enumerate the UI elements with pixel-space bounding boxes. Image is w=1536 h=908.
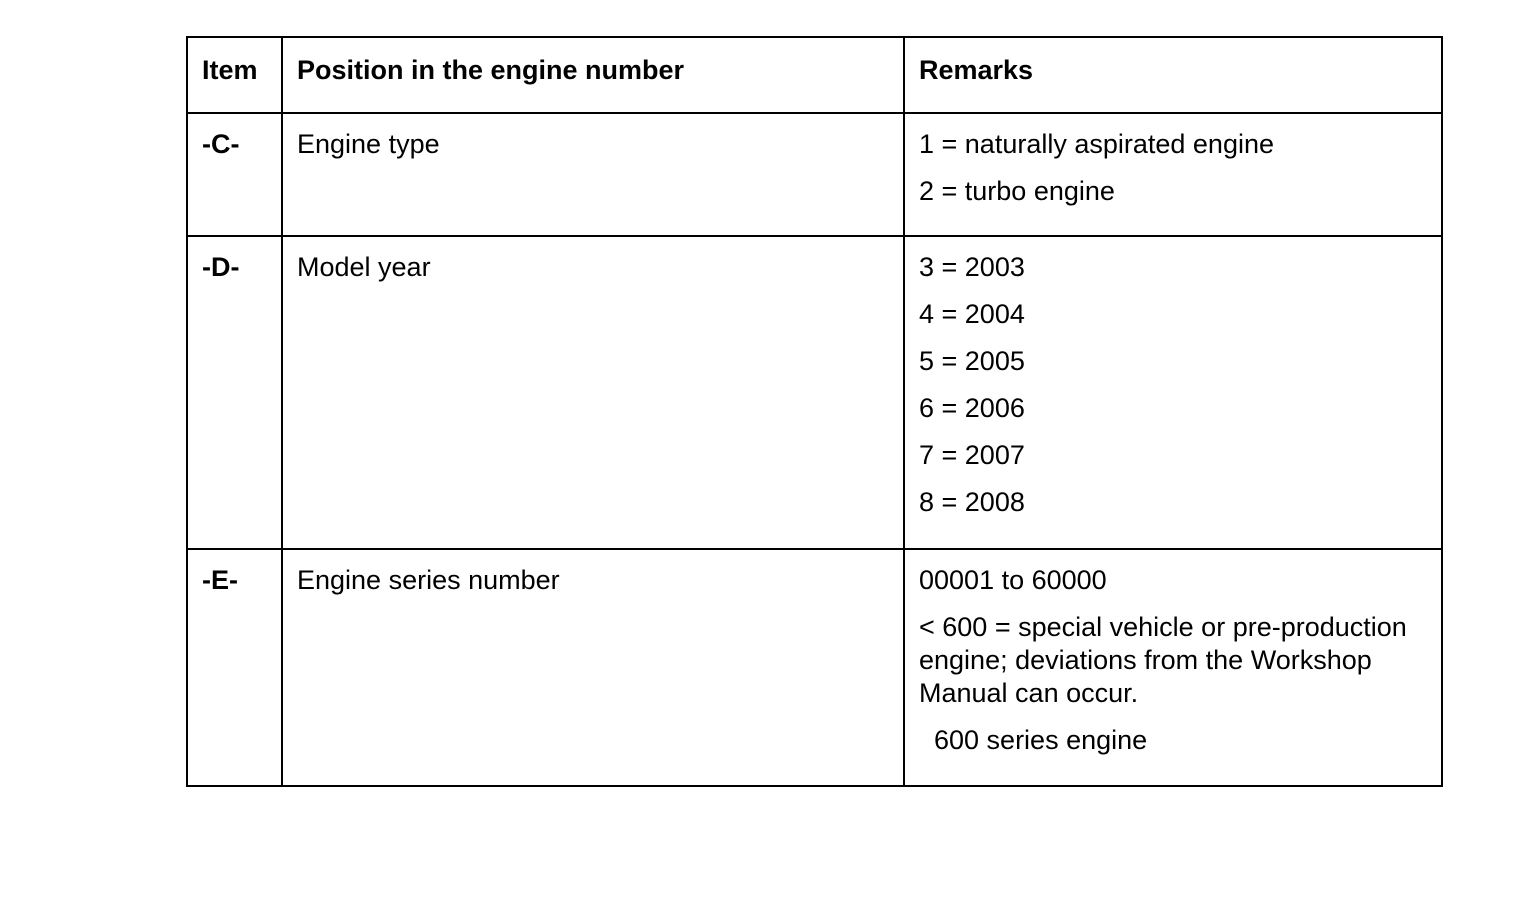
table-row <box>187 113 1442 236</box>
position-cell: Engine type <box>282 113 904 236</box>
remark-line: 5 = 2005 <box>919 346 1025 376</box>
remarks-cell <box>904 549 1442 786</box>
engine-number-table <box>186 36 1443 787</box>
table-row <box>187 549 1442 786</box>
header-remarks: Remarks <box>904 37 1442 113</box>
remark-line: < 600 = special vehicle or pre-production engine; deviations from the Workshop Manual can occur. <box>919 612 1407 708</box>
table-header-row <box>187 37 1442 113</box>
item-cell: -D- <box>187 236 282 549</box>
remark-line: 00001 to 60000 <box>919 565 1107 595</box>
remarks-cell <box>904 113 1442 236</box>
remark-line: 8 = 2008 <box>919 487 1025 517</box>
remark-line: 2 = turbo engine <box>919 176 1115 206</box>
remark-line: 3 = 2003 <box>919 252 1025 282</box>
position-cell: Engine series number <box>282 549 904 786</box>
remarks-cell <box>904 236 1442 549</box>
header-position: Position in the engine number <box>282 37 904 113</box>
remark-line: 7 = 2007 <box>919 440 1025 470</box>
remark-line: 600 series engine <box>934 725 1148 755</box>
table-row <box>187 236 1442 549</box>
remark-line: 1 = naturally aspirated engine <box>919 129 1274 159</box>
item-cell: -C- <box>187 113 282 236</box>
item-cell: -E- <box>187 549 282 786</box>
header-item: Item <box>187 37 282 113</box>
position-cell: Model year <box>282 236 904 549</box>
remark-line: 6 = 2006 <box>919 393 1025 423</box>
remark-line: 4 = 2004 <box>919 299 1025 329</box>
